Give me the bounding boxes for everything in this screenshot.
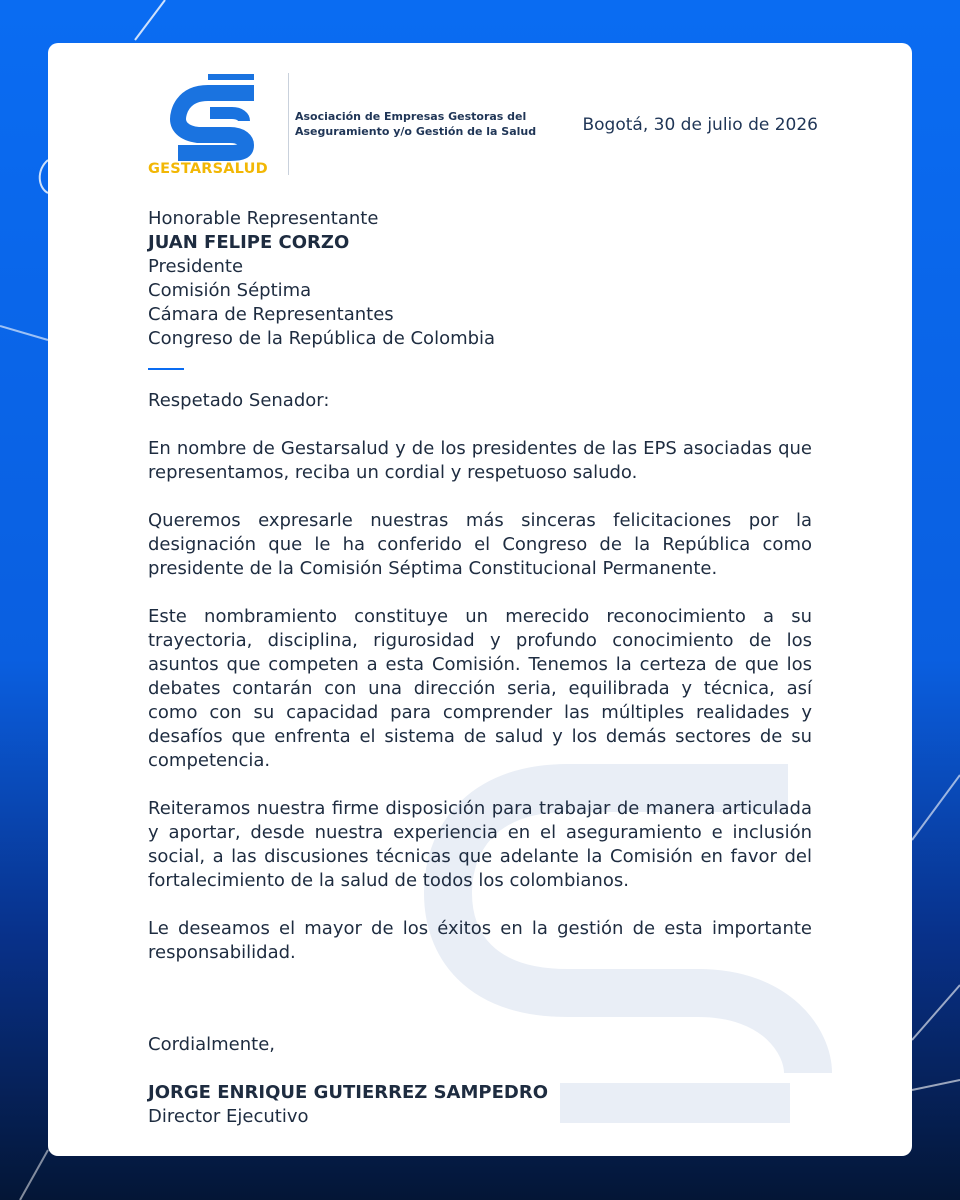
recipient-name: JUAN FELIPE CORZO [148, 232, 350, 253]
recipient-line: Presidente [148, 256, 244, 277]
recipient-line: Cámara de Representantes [148, 304, 394, 325]
signature-block [148, 1033, 812, 1129]
letter-card [48, 43, 912, 1156]
body-paragraph: En nombre de Gestarsalud y de los presidentes de las EPS asociadas que representamos, reciba un cordial y respetuoso saludo. [148, 438, 812, 483]
body-paragraph: Este nombramiento constituye un merecido reconocimiento a su trayectoria, disciplina, rigurosidad y profundo conocimiento de los asuntos que competen a esta Comisión. Tenemos la certeza de que los debates contarán con una dirección seria, equilibrada y técnica, así como con su capacidad para comprender las múltiples realidades y desafíos que enfrenta el sistema de salud y los demás sectores de su competencia. [148, 606, 812, 771]
section-rule [148, 368, 184, 370]
brand-name: GESTARSALUD [148, 161, 268, 177]
salutation: Respetado Senador: [148, 390, 330, 411]
signer-title: Director Ejecutivo [148, 1106, 309, 1127]
logo-divider [288, 73, 289, 175]
closing: Cordialmente, [148, 1034, 275, 1055]
letter-date: Bogotá, 30 de julio de 2026 [582, 115, 818, 135]
body-paragraph: Queremos expresarle nuestras más sinceras felicitaciones por la designación que le ha conferido el Congreso de la República como presidente de la Comisión Séptima Constitucional Permanente. [148, 510, 812, 579]
body-paragraph: Le deseamos el mayor de los éxitos en la gestión de esta importante responsabilidad. [148, 918, 812, 963]
recipient-line: Honorable Representante [148, 208, 379, 229]
recipient-line: Comisión Séptima [148, 280, 312, 301]
recipient-line: Congreso de la República de Colombia [148, 328, 496, 349]
association-name: Asociación de Empresas Gestoras del Aseguramiento y/o Gestión de la Salud [295, 110, 537, 138]
recipient-block [148, 207, 812, 351]
gestarsalud-logo-icon [168, 73, 260, 165]
body-paragraph: Reiteramos nuestra firme disposición para trabajar de manera articulada y aportar, desde nuestra experiencia en el aseguramiento e inclusión social, a las discusiones técnicas que adelante la Comisión en favor del fortalecimiento de la salud de todos los colombianos. [148, 798, 812, 891]
signer-name: JORGE ENRIQUE GUTIERREZ SAMPEDRO [148, 1082, 548, 1103]
letter-body [148, 389, 812, 989]
